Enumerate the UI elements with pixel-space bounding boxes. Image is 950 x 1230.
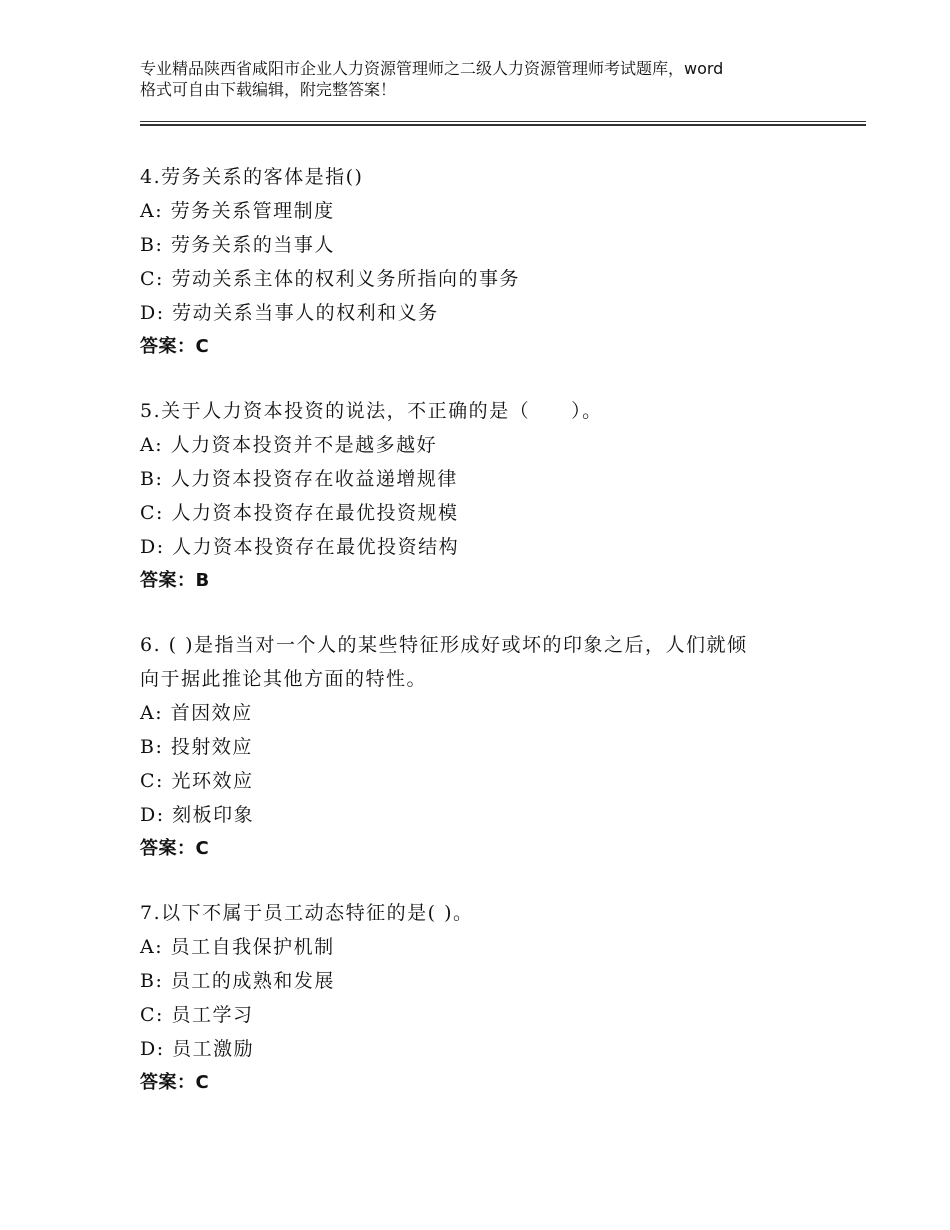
question-list — [140, 160, 830, 1130]
answer: 答案：C — [140, 336, 210, 357]
option-a: A: 人力资本投资并不是越多越好 — [140, 434, 438, 456]
question-stem-line: 5.关于人力资本投资的说法，不正确的是（ ）。 — [140, 400, 603, 422]
option-b: B: 投射效应 — [140, 736, 253, 758]
option-a: A: 劳务关系管理制度 — [140, 200, 335, 222]
question-stem-line: 7.以下不属于员工动态特征的是( )。 — [140, 902, 474, 924]
header-line-2: 格式可自由下载编辑，附完整答案！ — [140, 80, 397, 99]
option-c: C: 员工学习 — [140, 1004, 254, 1026]
question-stem-line: 向于据此推论其他方面的特性。 — [140, 668, 428, 690]
question-stem — [140, 896, 830, 930]
answer: 答案：C — [140, 1072, 210, 1093]
option-c: C: 光环效应 — [140, 770, 254, 792]
option-a: A: 员工自我保护机制 — [140, 936, 335, 958]
option-d: D: 劳动关系当事人的权利和义务 — [140, 302, 439, 324]
header-divider-thin — [140, 121, 866, 122]
question-6 — [140, 628, 830, 866]
document-header — [140, 58, 830, 100]
question-7 — [140, 896, 830, 1100]
question-stem-line: 4.劳务关系的客体是指() — [140, 166, 364, 188]
question-stem — [140, 394, 830, 428]
option-d: D: 人力资本投资存在最优投资结构 — [140, 536, 460, 558]
option-b: B: 员工的成熟和发展 — [140, 970, 335, 992]
header-divider-thick — [140, 124, 866, 126]
option-d: D: 刻板印象 — [140, 804, 255, 826]
question-4 — [140, 160, 830, 364]
option-b: B: 人力资本投资存在收益递增规律 — [140, 468, 458, 490]
answer: 答案：B — [140, 570, 210, 591]
option-c: C: 人力资本投资存在最优投资规模 — [140, 502, 459, 524]
option-c: C: 劳动关系主体的权利义务所指向的事务 — [140, 268, 520, 290]
option-b: B: 劳务关系的当事人 — [140, 234, 335, 256]
question-stem — [140, 628, 830, 696]
option-d: D: 员工激励 — [140, 1038, 255, 1060]
question-stem-line: 6. ( )是指当对一个人的某些特征形成好或坏的印象之后，人们就倾 — [140, 634, 748, 656]
answer: 答案：C — [140, 838, 210, 859]
header-line-1: 专业精品陕西省咸阳市企业人力资源管理师之二级人力资源管理师考试题库，word — [140, 59, 724, 78]
question-5 — [140, 394, 830, 598]
option-a: A: 首因效应 — [140, 702, 253, 724]
question-stem — [140, 160, 830, 194]
